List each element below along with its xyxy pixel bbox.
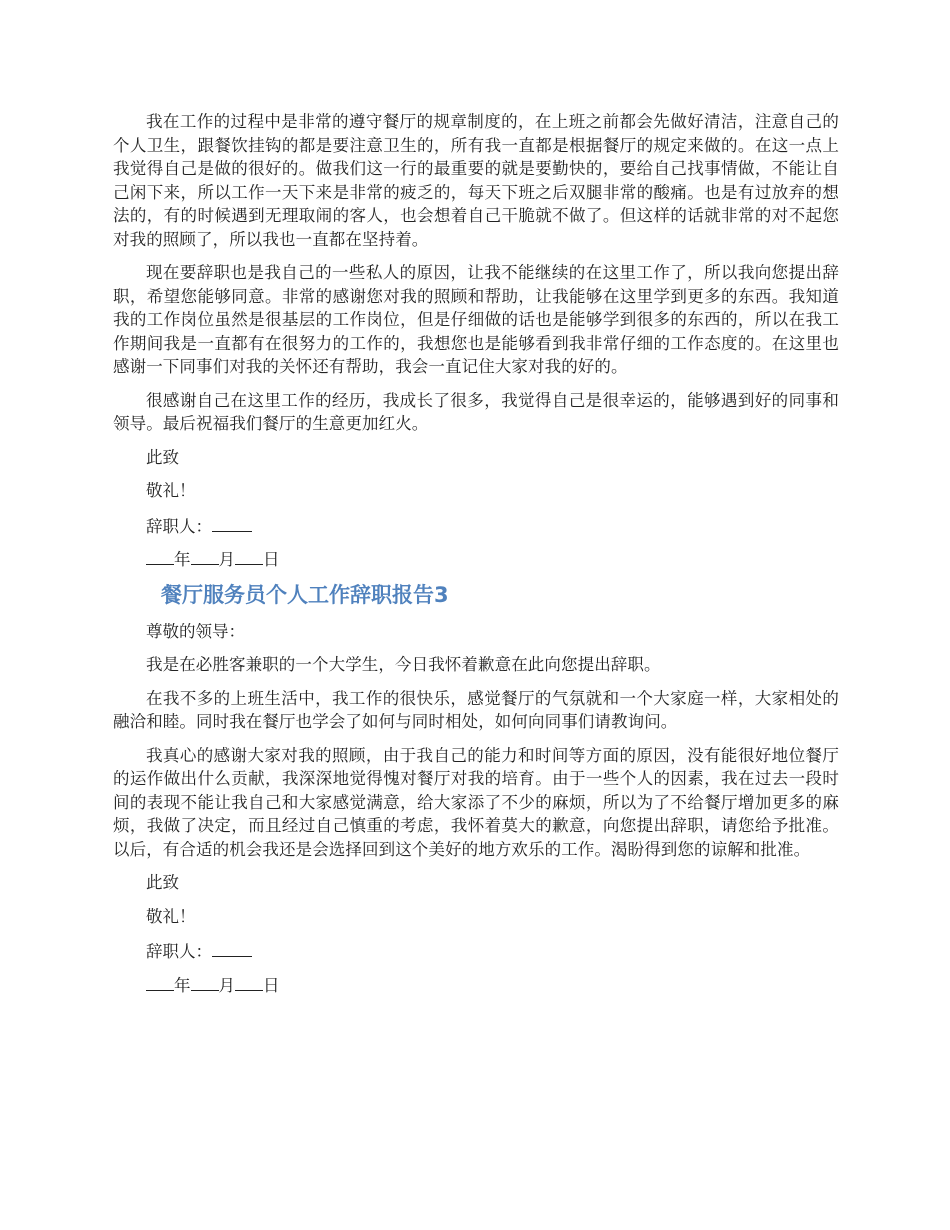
body-paragraph: 我是在必胜客兼职的一个大学生，今日我怀着歉意在此向您提出辞职。 bbox=[146, 655, 661, 674]
date-line bbox=[113, 546, 839, 570]
greeting-text: 尊敬的领导： bbox=[146, 621, 245, 641]
date-year-label: 年 bbox=[174, 550, 191, 569]
signer-blank bbox=[212, 513, 252, 532]
body-paragraph: 我真心的感谢大家对我的照顾，由于我自己的能力和时间等方面的原因，没有能很好地位餐厅的运作做出什么贡献，我深深地觉得愧对餐厅对我的培育。由于一些个人的因素，我在过去一段时间的表现不能让我自己和大家感觉满意，给大家添了不少的麻烦，所以为了不给餐厅增加更多的麻烦，我做了决定，而且经过自己慎重的考虑，我怀着莫大的歉意，向您提出辞职，请您给予批准。以后，有合适的机会我还是会选择回到这个美好的地方欢乐的工作。渴盼得到您的谅解和批准。 bbox=[113, 745, 839, 859]
year-blank bbox=[146, 972, 174, 991]
body-paragraph: 很感谢自己在这里工作的经历，我成长了很多，我觉得自己是很幸运的，能够遇到好的同事和领导。最后祝福我们餐厅的生意更加红火。 bbox=[113, 390, 839, 433]
salute-line bbox=[113, 479, 839, 503]
day-blank bbox=[235, 972, 263, 991]
signer-label: 辞职人： bbox=[146, 942, 212, 961]
greeting-line bbox=[113, 620, 839, 644]
closing-line bbox=[113, 446, 839, 470]
closing-text: 此致 bbox=[146, 873, 179, 892]
date-line bbox=[113, 972, 839, 996]
signer-line bbox=[113, 513, 839, 537]
date-month-label: 月 bbox=[218, 975, 235, 995]
section-heading: 餐厅服务员个人工作辞职报告3 bbox=[161, 582, 449, 607]
document-page bbox=[113, 110, 839, 1005]
body-paragraph: 我在工作的过程中是非常的遵守餐厅的规章制度的，在上班之前都会先做好清洁，注意自己的个人卫生，跟餐饮挂钩的都是要注意卫生的，所有我一直都是根据餐厅的规定来做的。在这一点上我觉得自己是做的很好的。做我们这一行的最重要的就是要勤快的，要给自己找事情做，不能让自己闲下来，所以工作一天下来是非常的疲乏的，每天下班之后双腿非常的酸痛。也是有过放弃的想法的，有的时候遇到无理取闹的客人，也会想着自己干脆就不做了。但这样的话就非常的对不起您对我的照顾了，所以我也一直都在坚持着。 bbox=[113, 112, 839, 249]
salute-text: 敬礼！ bbox=[146, 906, 196, 926]
body-paragraph: 现在要辞职也是我自己的一些私人的原因，让我不能继续的在这里工作了，所以我向您提出辞职，希望您能够同意。非常的感谢您对我的照顾和帮助，让我能够在这里学到更多的东西。我知道我的工作岗位虽然是很基层的工作岗位，但是仔细做的话也是能够学到很多的东西的，所以在我工作期间我是一直都有在很努力的工作的，我想您也是能够看到我非常仔细的工作态度的。在这里也感谢一下同事们对我的关怀还有帮助，我会一直记住大家对我的好的。 bbox=[113, 263, 839, 376]
date-day-label: 日 bbox=[263, 975, 280, 995]
body-paragraph: 在我不多的上班生活中，我工作的很快乐，感觉餐厅的气氛就和一个大家庭一样，大家相处的融洽和睦。同时我在餐厅也学会了如何与同时相处，如何向同事们请教询问。 bbox=[113, 688, 839, 731]
year-blank bbox=[146, 546, 174, 565]
signer-blank bbox=[212, 938, 252, 957]
date-day-label: 日 bbox=[263, 550, 280, 569]
signer-label: 辞职人： bbox=[146, 516, 212, 536]
month-blank bbox=[191, 546, 219, 565]
closing-text: 此致 bbox=[146, 447, 179, 467]
date-month-label: 月 bbox=[218, 550, 235, 569]
month-blank bbox=[191, 972, 219, 991]
salute-line bbox=[113, 905, 839, 929]
day-blank bbox=[235, 546, 263, 565]
signer-line bbox=[113, 938, 839, 962]
salute-text: 敬礼！ bbox=[146, 481, 196, 500]
closing-line bbox=[113, 871, 839, 895]
date-year-label: 年 bbox=[174, 975, 191, 995]
